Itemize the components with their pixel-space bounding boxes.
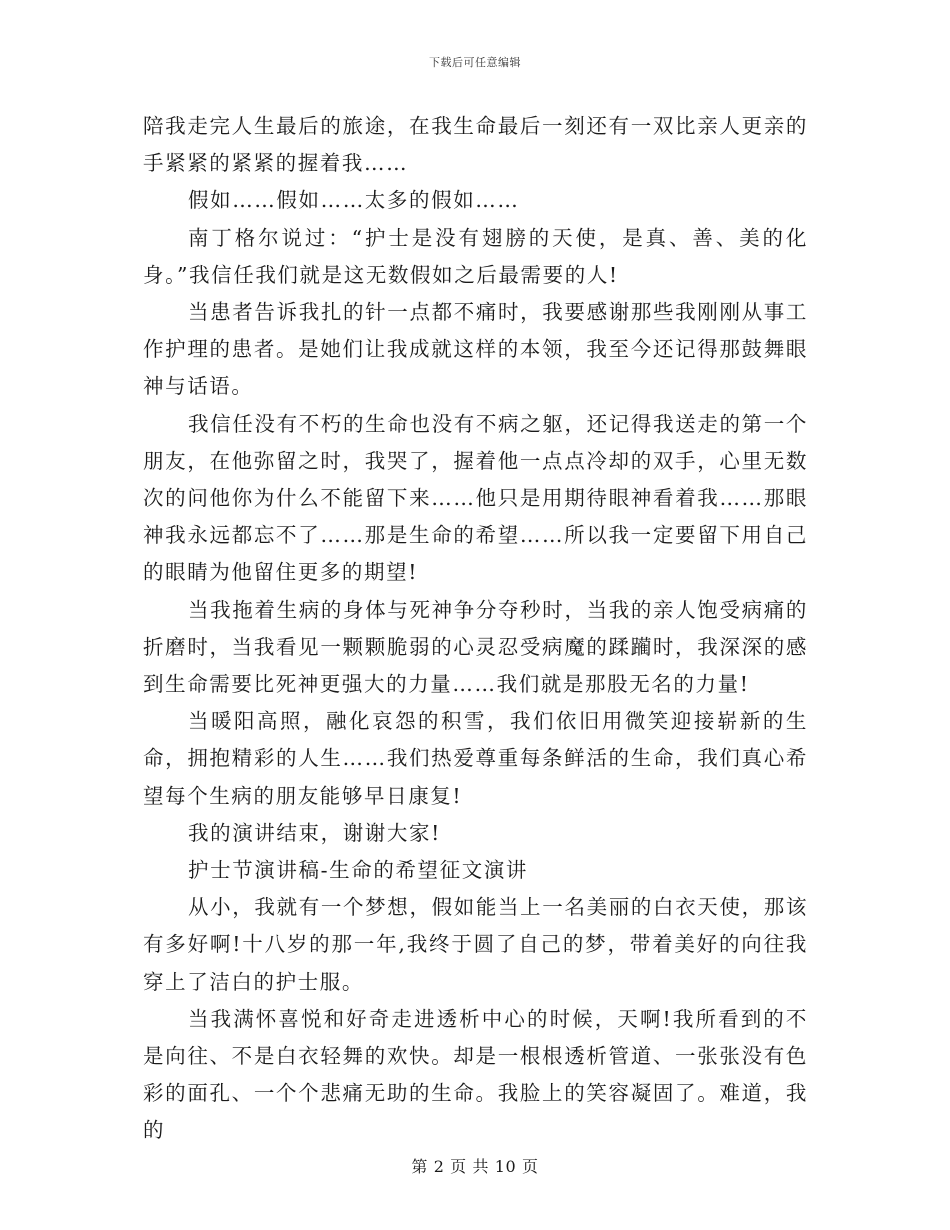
paragraph-10: 从小，我就有一个梦想，假如能当上一名美丽的白衣天使，那该有多好啊!十八岁的那一年,我终于圆了自己的梦，带着美好的向往我穿上了洁白的护士服。 [143, 895, 808, 994]
page-header: 下载后可任意编辑 [429, 56, 521, 69]
paragraph-4: 当患者告诉我扎的针一点都不痛时，我要感谢那些我刚刚从事工作护理的患者。是她们让我成就这样的本领，我至今还记得那鼓舞眼神与话语。 [143, 300, 808, 399]
paragraph-11: 当我满怀喜悦和好奇走进透析中心的时候，天啊!我所看到的不是向往、不是白衣轻舞的欢快。却是一根根透析管道、一张张没有色彩的面孔、一个个悲痛无助的生命。我脸上的笑容凝固了。难道，我的 [143, 1006, 808, 1143]
paragraph-8: 我的演讲结束，谢谢大家! [188, 820, 441, 845]
paragraph-7: 当暖阳高照，融化哀怨的积雪，我们依旧用微笑迎接崭新的生命，拥抱精彩的人生……我们热爱尊重每条鲜活的生命，我们真心希望每个生病的朋友能够早日康复! [143, 709, 808, 808]
paragraph-1: 陪我走完人生最后的旅途，在我生命最后一刻还有一双比亲人更亲的手紧紧的紧紧的握着我…… [143, 114, 808, 176]
body-text [143, 108, 808, 1150]
page-number: 第 2 页 共 10 页 [411, 1157, 539, 1176]
section-title: 护士节演讲稿-生命的希望征文演讲 [188, 858, 529, 883]
paragraph-5: 我信任没有不朽的生命也没有不病之躯，还记得我送走的第一个朋友，在他弥留之时，我哭了，握着他一点点冷却的双手，心里无数次的问他你为什么不能留下来……他只是用期待眼神看着我……那眼神我永远都忘不了……那是生命的希望……所以我一定要留下用自己的眼睛为他留住更多的期望! [143, 411, 808, 585]
paragraph-3: 南丁格尔说过：“护士是没有翅膀的天使，是真、善、美的化身。”我信任我们就是这无数假如之后最需要的人! [143, 225, 808, 287]
paragraph-6: 当我拖着生病的身体与死神争分夺秒时，当我的亲人饱受病痛的折磨时，当我看见一颗颗脆弱的心灵忍受病魔的蹂躏时，我深深的感到生命需要比死神更强大的力量……我们就是那股无名的力量! [143, 597, 808, 697]
paragraph-2: 假如……假如……太多的假如…… [188, 188, 520, 213]
